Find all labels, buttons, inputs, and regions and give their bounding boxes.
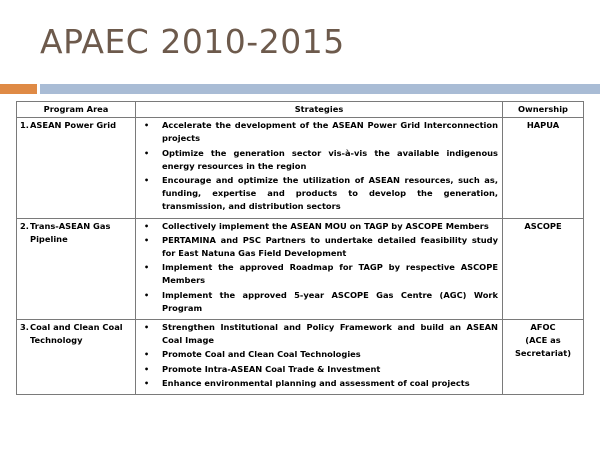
strategy-item: • Implement the approved Roadmap for TAGP by respective ASCOPE Members (136, 261, 498, 287)
table-row (17, 320, 584, 395)
program-area-cell (17, 320, 136, 395)
strategy-list (136, 119, 498, 213)
ownership-label: Secretariat) (514, 348, 572, 359)
slide-title: APAEC 2010-2015 (40, 22, 345, 61)
strategies-cell (136, 218, 503, 319)
program-area-label: Coal and Clean Coal Technology (30, 322, 123, 346)
title-accent-bar-blue (40, 84, 600, 94)
strategy-item: • Optimize the generation sector vis-à-vis the available indigenous energy resources in the region (136, 147, 498, 173)
ownership-label: AFOC (530, 322, 556, 333)
strategy-item: • Accelerate the development of the ASEAN Power Grid Interconnection projects (136, 119, 498, 145)
row-number: 1. (20, 120, 29, 131)
ownership-cell (503, 218, 584, 319)
strategy-item: • PERTAMINA and PSC Partners to undertake detailed feasibility study for East Natuna Gas Field Development (136, 234, 498, 260)
program-area-label: Trans-ASEAN Gas Pipeline (30, 220, 111, 244)
ownership-cell (503, 320, 584, 395)
program-area-label: ASEAN Power Grid (30, 120, 117, 131)
ownership-label: (ACE as (525, 335, 561, 346)
strategy-item: • Encourage and optimize the utilization of ASEAN resources, such as, funding, expertise and products to develop the generation, transmission, and distribution sectors (136, 174, 498, 214)
strategies-cell (136, 118, 503, 218)
table-row (17, 118, 584, 218)
strategy-table (16, 101, 584, 395)
program-area-cell (17, 118, 136, 218)
strategy-item: • Strengthen Institutional and Policy Framework and build an ASEAN Coal Image (136, 321, 498, 347)
header-program-area: Program Area (17, 102, 136, 118)
ownership-cell (503, 118, 584, 218)
strategies-cell (136, 320, 503, 395)
strategy-item: • Collectively implement the ASEAN MOU on TAGP by ASCOPE Members (136, 220, 498, 233)
ownership-label: HAPUA (526, 120, 560, 131)
table-header-row (17, 102, 584, 118)
strategy-item: • Promote Coal and Clean Coal Technologies (136, 348, 498, 361)
row-number: 3. (20, 322, 29, 333)
table-row (17, 218, 584, 319)
strategy-list (136, 321, 498, 390)
title-accent-bar-orange (0, 84, 37, 94)
header-ownership: Ownership (503, 102, 584, 118)
strategy-item: • Enhance environmental planning and assessment of coal projects (136, 377, 498, 390)
header-strategies: Strategies (136, 102, 503, 118)
row-number: 2. (20, 220, 29, 231)
strategy-item: • Implement the approved 5-year ASCOPE Gas Centre (AGC) Work Program (136, 289, 498, 315)
program-area-cell (17, 218, 136, 319)
ownership-label: ASCOPE (524, 220, 562, 231)
strategy-list (136, 220, 498, 315)
strategy-item: • Promote Intra-ASEAN Coal Trade & Investment (136, 363, 498, 376)
